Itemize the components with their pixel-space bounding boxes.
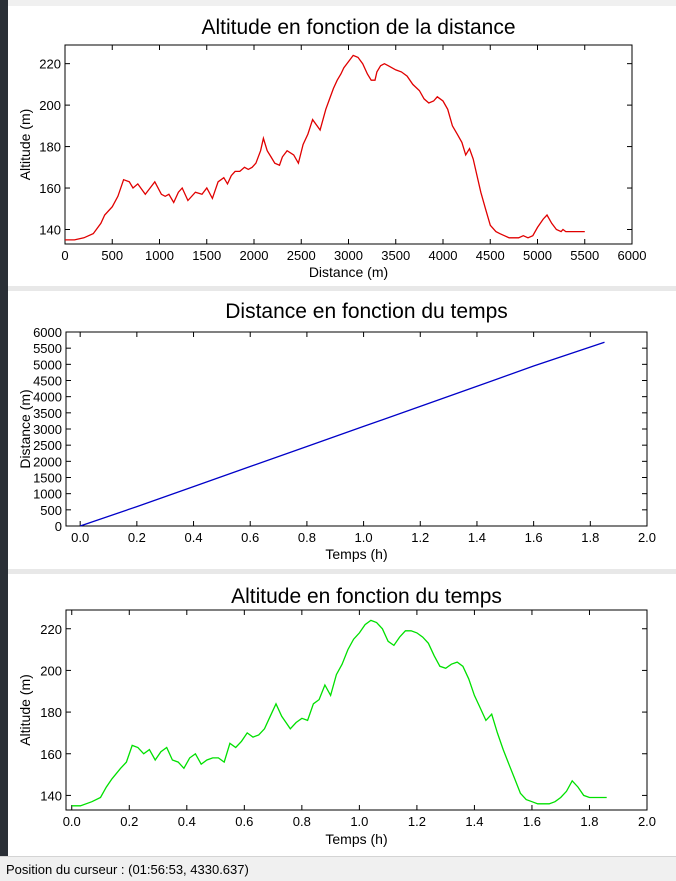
y-tick-label: 4500: [33, 373, 62, 389]
x-tick-label: 1.2: [411, 530, 430, 545]
plot-frame: [66, 610, 647, 810]
y-tick-label: 220: [39, 56, 61, 72]
left-window-edge: [0, 0, 8, 856]
y-tick-label: 200: [39, 98, 61, 114]
x-tick-label: 1000: [145, 248, 174, 263]
y-axis-label: Distance (m): [17, 389, 33, 469]
x-tick-label: 2500: [286, 248, 316, 263]
chart-altitude-time[interactable]: [8, 574, 676, 856]
x-tick-label: 1.4: [467, 530, 486, 545]
x-tick-label: 5000: [523, 248, 552, 263]
y-tick-label: 1500: [33, 470, 62, 486]
y-tick-label: 140: [39, 222, 61, 238]
cursor-position-text: Position du curseur : (01:56:53, 4330.637): [6, 862, 249, 877]
x-tick-label: 3500: [381, 248, 411, 263]
x-tick-label: 0.2: [127, 530, 146, 545]
x-tick-label: 4500: [475, 248, 505, 263]
x-tick-label: 0.0: [71, 530, 90, 545]
y-tick-label: 200: [40, 663, 62, 679]
x-tick-label: 500: [101, 248, 124, 263]
x-tick-label: 0.4: [184, 530, 203, 545]
y-tick-label: 2500: [33, 438, 62, 454]
chart-title: Distance en fonction du temps: [225, 300, 508, 323]
y-tick-label: 4000: [33, 389, 62, 405]
chart-distance-time[interactable]: [8, 291, 676, 569]
y-tick-label: 5000: [33, 357, 62, 373]
x-tick-label: 1.8: [581, 530, 600, 545]
y-tick-label: 0: [54, 519, 62, 534]
x-tick-label: 0.6: [241, 530, 260, 545]
x-tick-label: 0.0: [62, 814, 81, 829]
y-tick-label: 5500: [33, 341, 62, 357]
chart-panel-altitude-time: [8, 574, 676, 856]
y-tick-label: 3000: [33, 422, 62, 437]
x-tick-label: 0: [61, 248, 69, 263]
y-axis-label: Altitude (m): [17, 674, 33, 746]
x-tick-label: 6000: [617, 248, 647, 263]
x-tick-label: 0.4: [177, 814, 196, 829]
x-tick-label: 3000: [334, 248, 363, 263]
y-tick-label: 160: [39, 181, 61, 197]
y-axis-label: Altitude (m): [17, 108, 33, 181]
status-bar: [0, 856, 676, 881]
x-tick-label: 2.0: [637, 530, 657, 545]
x-tick-label: 1500: [192, 248, 222, 263]
x-tick-label: 0.6: [235, 814, 254, 829]
y-tick-label: 220: [40, 621, 62, 637]
x-tick-label: 1.0: [350, 814, 369, 829]
y-tick-label: 6000: [33, 325, 62, 340]
x-tick-label: 1.6: [524, 530, 543, 545]
y-tick-label: 140: [40, 788, 62, 804]
chart-panel-altitude-distance: [8, 6, 676, 286]
y-tick-label: 3500: [33, 405, 62, 421]
y-tick-label: 500: [40, 502, 62, 518]
x-tick-label: 5500: [570, 248, 600, 263]
x-tick-label: 0.2: [120, 814, 139, 829]
chart-altitude-distance[interactable]: [8, 6, 676, 286]
y-tick-label: 180: [40, 705, 62, 721]
x-axis-label: Distance (m): [308, 264, 389, 280]
chart-title: Altitude en fonction de la distance: [201, 16, 516, 39]
x-axis-label: Temps (h): [325, 546, 388, 562]
x-tick-label: 1.6: [522, 814, 541, 829]
chart-panel-distance-time: [8, 291, 676, 569]
y-tick-label: 1000: [33, 486, 62, 502]
y-tick-label: 2000: [33, 454, 62, 470]
y-tick-label: 160: [40, 746, 62, 762]
y-tick-label: 180: [39, 139, 61, 155]
x-tick-label: 0.8: [292, 814, 311, 829]
x-tick-label: 4000: [428, 248, 458, 263]
x-tick-label: 1.2: [407, 814, 426, 829]
x-tick-label: 2.0: [637, 814, 657, 829]
x-tick-label: 1.8: [580, 814, 599, 829]
x-tick-label: 1.4: [465, 814, 484, 829]
chart-title: Altitude en fonction du temps: [231, 585, 502, 608]
x-tick-label: 0.8: [297, 530, 316, 545]
x-tick-label: 2000: [239, 248, 269, 263]
x-axis-label: Temps (h): [325, 831, 388, 847]
x-tick-label: 1.0: [354, 530, 373, 545]
